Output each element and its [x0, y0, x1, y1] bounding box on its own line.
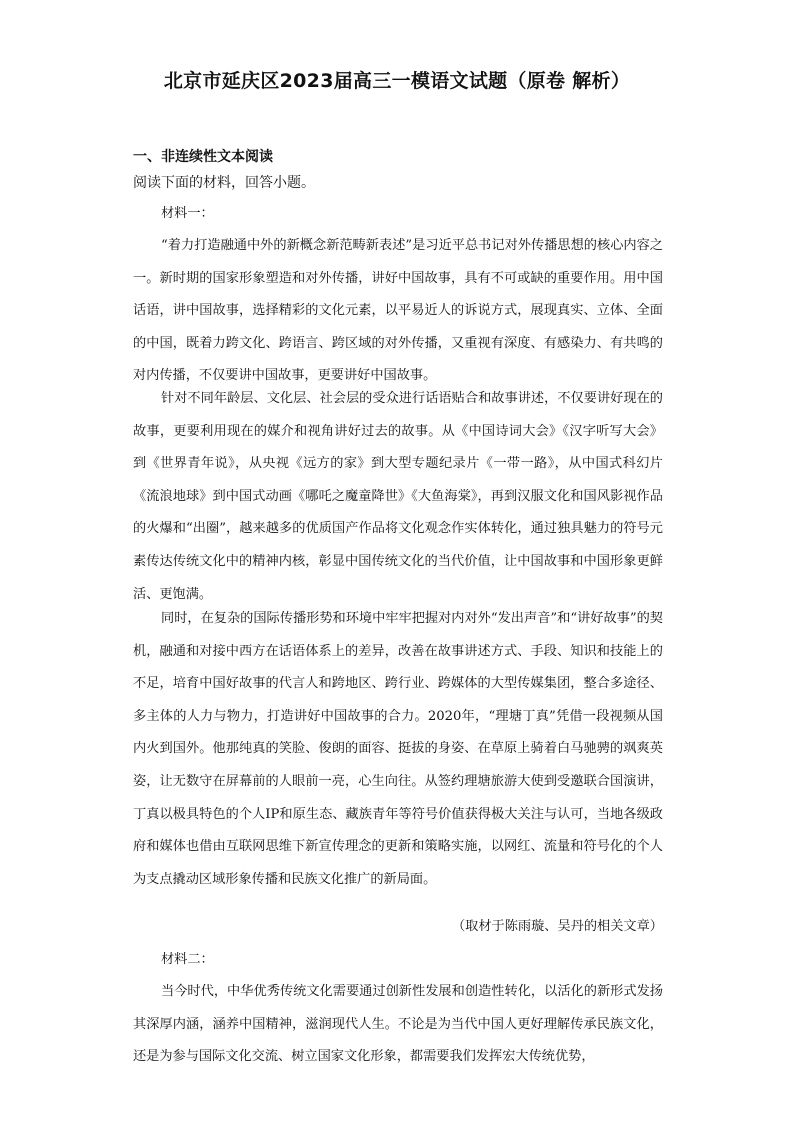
material1-paragraph-3: 同时，在复杂的国际传播形势和环境中牢牢把握对内对外“发出声音”和“讲好故事”的契机，融通和对接中西方在话语体系上的差异，改善在故事讲述方式、手段、知识和技能上的不足，培育中国好故事的代言人和跨地区、跨行业、跨媒体的大型传媒集团，整合多途径、多主体的人力与物力，打造讲好中国故事的合力。2020年，“理塘丁真”凭借一段视频从国内火到国外。他那纯真的笑脸、俊朗的面容、挺拔的身姿、在草原上骑着白马驰骋的飒爽英姿，让无数守在屏幕前的人眼前一亮，心生向往。从签约理塘旅游大使到受邀联合国演讲，丁真以极具特色的个人IP和原生态、藏族青年等符号价值获得极大关注与认可，当地各级政府和媒体也借由互联网思维下新宣传理念的更新和策略实施，以网红、流量和符号化的个人为支点撬动区域形象传播和民族文化推广的新局面。: [133, 611, 663, 887]
section-heading: 一、非连续性文本阅读: [133, 149, 273, 165]
material1-label: 材料一：: [161, 206, 214, 221]
material1-paragraph-2: 针对不同年龄层、文化层、社会层的受众进行话语贴合和故事讲述，不仅要讲好现在的故事，更要利用现在的媒介和视角讲好过去的故事。从《中国诗词大会》《汉字听写大会》到《世界青年说》，从央视《远方的家》到大型专题纪录片《一带一路》，从中国式科幻片《流浪地球》到中国式动画《哪吒之魔童降世》《大鱼海棠》，再到汉服文化和国风影视作品的火爆和“出圈”，越来越多的优质国产作品将文化观念作实体转化，通过独具魅力的符号元素传达传统文化中的精神内核，彰显中国传统文化的当代价值，让中国故事和中国形象更鲜活、更饱满。: [133, 391, 663, 602]
material2-label: 材料二：: [161, 952, 214, 967]
material1-paragraph-1: “着力打造融通中外的新概念新范畴新表述”是习近平总书记对外传播思想的核心内容之一。新时期的国家形象塑造和对外传播，讲好中国故事，具有不可或缺的重要作用。用中国话语，讲中国故事，选择精彩的文化元素，以平易近人的诉说方式，展现真实、立体、全面的中国，既着力跨文化、跨语言、跨区域的对外传播，又重视有深度、有感染力、有共鸣的对内传播，不仅要讲中国故事，更要讲好中国故事。: [133, 238, 663, 384]
document-title: 北京市延庆区2023届高三一模语文试题（原卷 解析）: [163, 70, 631, 92]
instruction-text: 阅读下面的材料，回答小题。: [133, 175, 315, 191]
material1-source: （取材于陈雨璇、吴丹的相关文章）: [452, 919, 663, 934]
material2-paragraph-1: 当今时代，中华优秀传统文化需要通过创新性发展和创造性转化，以活化的新形式发扬其深厚内涵，涵养中国精神，滋润现代人生。不论是为当代中国人更好理解传承民族文化，还是为参与国际文化交流、树立国家文化形象，都需要我们发挥宏大传统优势，: [133, 984, 663, 1065]
